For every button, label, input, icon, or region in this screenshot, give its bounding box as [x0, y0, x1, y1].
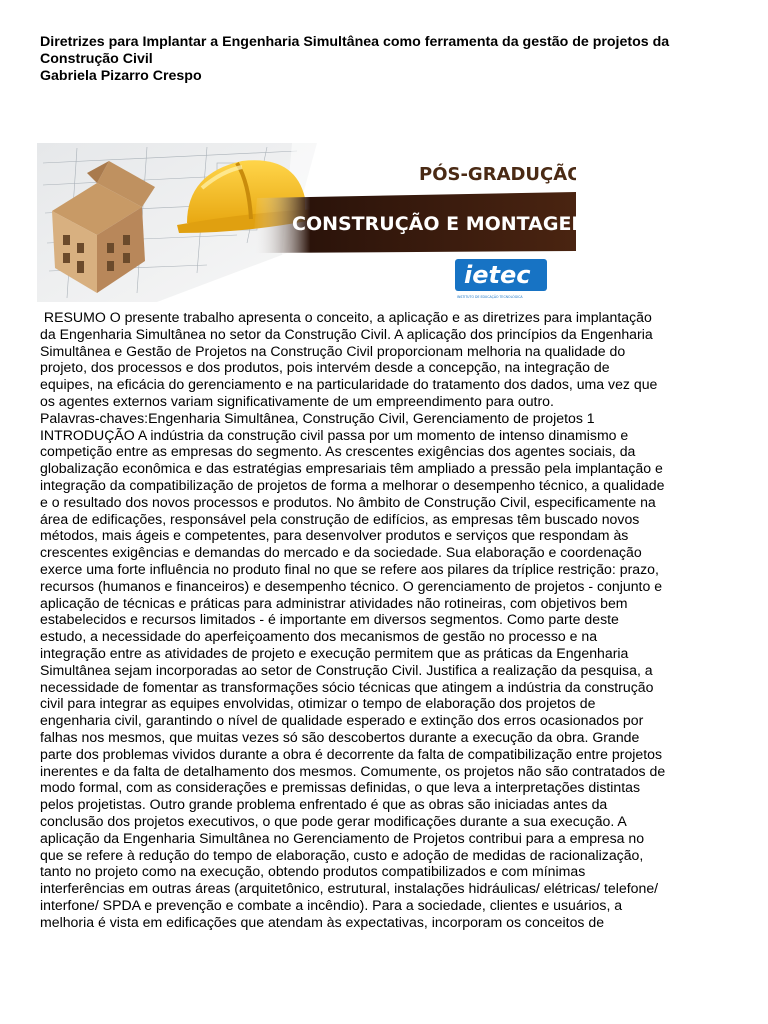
- banner-course-title: CONSTRUÇÃO E MONTAGEM: [292, 213, 576, 235]
- ietec-logo-subtext: INSTITUTO DE EDUCAÇÃO TECNOLÓGICA: [457, 295, 523, 299]
- body-text-line: interfone/ SPDA e prevenção e combate a incêndio). Para a sociedade, clientes e usuários, a: [40, 896, 623, 913]
- body-text-line: inerentes e da falta de detalhamento dos mesmos. Comumente, os projetos não são contratados de: [40, 762, 666, 779]
- body-text-line: tanto no projeto como na execução, obtendo produtos compatibilizados e com mínimas: [40, 863, 586, 880]
- body-text-line: falhas nos mesmos, que muitas vezes só são descobertos durante a execução da obra. Grande: [40, 728, 640, 745]
- document-header: [40, 34, 740, 85]
- body-text-line: os agentes externos variam significativamente de um empreendimento para outro.: [40, 392, 554, 409]
- body-text-line: conclusão dos projetos executivos, o que pode gerar modificações durante a sua execução. A: [40, 812, 627, 829]
- document-title-line-2: Construção Civil: [40, 51, 153, 67]
- body-text-line: da Engenharia Simultânea no setor da Construção Civil. A aplicação dos princípios da Engenharia: [40, 325, 653, 342]
- document-author: Gabriela Pizarro Crespo: [40, 68, 202, 84]
- ietec-logo-text: ietec: [464, 261, 531, 289]
- body-text-line: recursos (humanos e financeiros) e desempenho técnico. O gerenciamento de projetos - conjunto e: [40, 577, 663, 594]
- body-text-line: integração da compatibilização de projetos de forma a melhorar o desempenho técnico, a qualidade: [40, 476, 665, 493]
- body-text-line: exerce uma forte influência no produto final no que se refere aos pilares da tríplice restrição: prazo,: [40, 560, 659, 577]
- body-text-line: Simultânea e Gestão de Projetos na Construção Civil proporcionam melhoria na qualidade do: [40, 342, 626, 359]
- course-band: [252, 192, 576, 253]
- course-banner-graphic: [37, 143, 576, 302]
- body-text-line: métodos, mais ágeis e competentes, para desenvolver produtos e serviços que respondam às: [40, 527, 629, 544]
- body-text-line: pelos projetistas. Outro grande problema enfrentado é que as obras são iniciadas antes da: [40, 796, 608, 813]
- ietec-logo: [455, 259, 547, 299]
- body-text-line: INTRODUÇÃO A indústria da construção civil passa por um momento de intenso dinamismo e: [40, 426, 629, 443]
- body-text-line: crescentes exigências e demandas do mercado e da sociedade. Sua elaboração e coordenação: [40, 544, 642, 561]
- banner-heading: PÓS-GRADUÇÃO: [419, 164, 576, 185]
- body-text-line: área de edificações, responsável pela construção de edifícios, as empresas têm buscado novos: [40, 510, 640, 527]
- body-text-line: aplicação de técnicas e práticas para administrar atividades não rotineiras, com objetivos bem: [40, 594, 628, 611]
- body-text-line: projeto, dos processos e dos produtos, pois intervém desde a concepção, na integração de: [40, 359, 610, 376]
- document-body: [40, 309, 740, 930]
- body-text-line: globalização econômica e das estratégias empresariais têm ampliado a pressão pela implantação e: [40, 460, 663, 477]
- body-text-line: engenharia civil, garantindo o nível de qualidade esperado e extinção dos erros ocasionados por: [40, 712, 644, 729]
- body-text-line: que se refere à redução do tempo de elaboração, custo e adoção de medidas de racionalização,: [40, 846, 644, 863]
- document-title-line-1: Diretrizes para Implantar a Engenharia Simultânea como ferramenta da gestão de projetos da: [40, 34, 670, 50]
- body-text-line: competição entre as empresas do segmento. As crescentes exigências dos agentes sociais, da: [40, 443, 636, 460]
- body-text-line: equipes, na eficácia do gerenciamento e na particularidade do tratamento dos dados, uma vez que: [40, 376, 658, 393]
- body-text-line: estabelecidos e recursos limitados - é importante em diversos segmentos. Como parte deste: [40, 611, 619, 628]
- body-text-line: Palavras-chaves:Engenharia Simultânea, Construção Civil, Gerenciamento de projetos 1: [40, 409, 595, 426]
- body-text-line: estudo, a necessidade do aperfeiçoamento dos mecanismos de gestão no processo e na: [40, 628, 598, 645]
- body-text-line: Simultânea sejam incorporadas ao setor de Construção Civil. Justifica a realização da pesquisa, a: [40, 661, 653, 678]
- body-text-line: necessidade de fomentar as transformações sócio técnicas que atingem a indústria da construção: [40, 678, 654, 695]
- body-text-line: civil para integrar as equipes envolvidas, otimizar o tempo de elaboração dos projetos de: [40, 695, 596, 712]
- body-text-line: modo formal, com as considerações e premissas definidas, o que leva a interpretações distintas: [40, 779, 641, 796]
- body-text-line: RESUMO O presente trabalho apresenta o conceito, a aplicação e as diretrizes para implantação: [40, 309, 652, 325]
- body-text-line: e o resultado dos novos processos e produtos. No âmbito de Construção Civil, especificamente na: [40, 493, 656, 510]
- body-text-line: interferências em outras áreas (arquitetônico, estrutural, instalações hidráulicas/ elétricas/ telefone/: [40, 880, 659, 897]
- body-text-line: melhoria é vista em edificações que atendam às expectativas, incorporam os conceitos de: [40, 913, 605, 930]
- body-text-line: parte dos problemas vividos durante a obra é decorrente da falta de compatibilização entre projetos: [40, 745, 663, 762]
- body-text-line: integração entre as atividades de projeto e execução permitem que as práticas da Engenharia: [40, 644, 629, 661]
- body-text-line: aplicação da Engenharia Simultânea no Gerenciamento de Projetos contribui para a empresa no: [40, 829, 645, 846]
- course-banner: [37, 143, 576, 302]
